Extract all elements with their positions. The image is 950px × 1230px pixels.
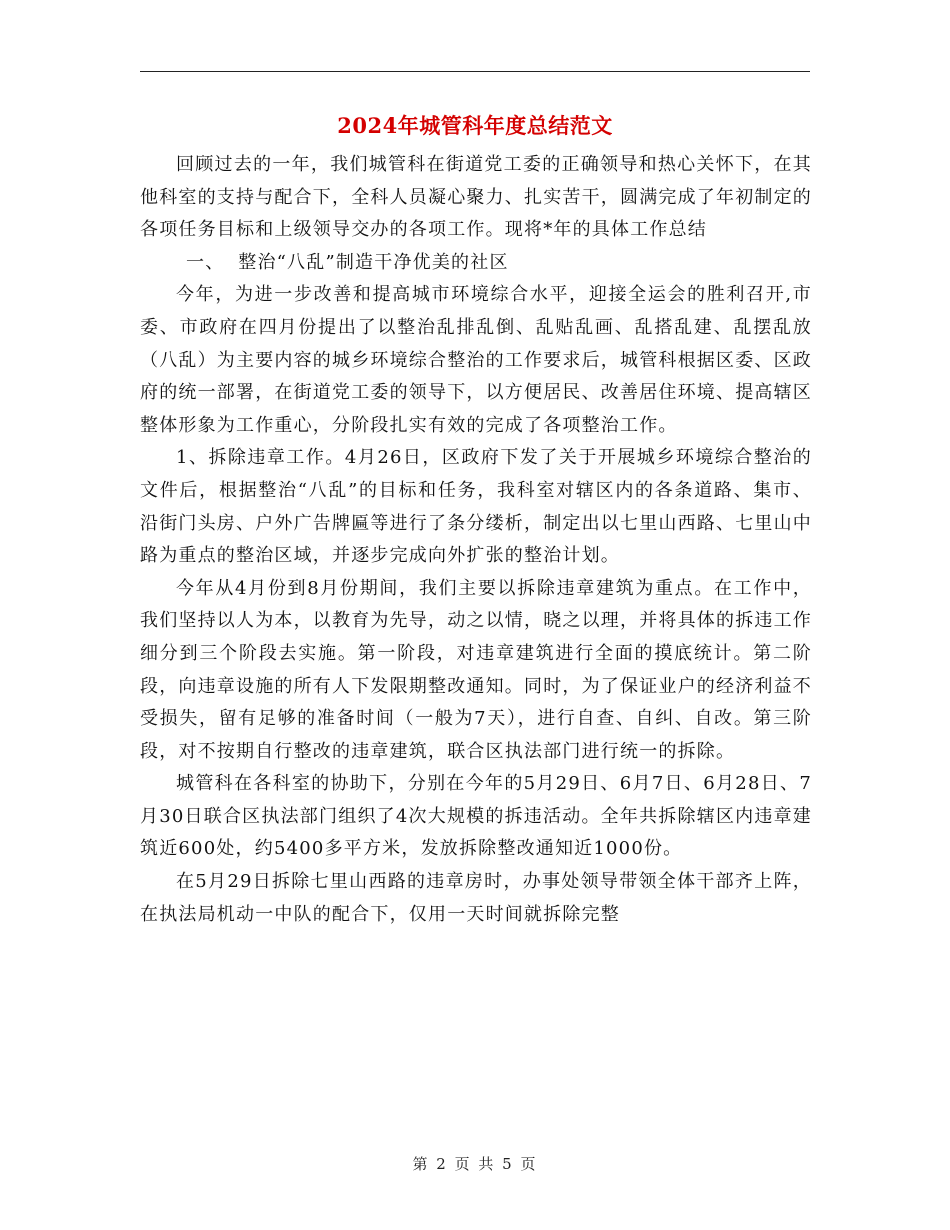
paragraph-background: 今年，为进一步改善和提高城市环境综合水平，迎接全运会的胜利召开,市委、市政府在四月份提出了以整治乱排乱倒、乱贴乱画、乱搭乱建、乱摆乱放（八乱）为主要内容的城乡环境综合整治的工作要求后，城管科根据区委、区政府的统一部署，在街道党工委的领导下，以方便居民、改善居住环境、提高辖区整体形象为工作重心，分阶段扎实有效的完成了各项整治工作。 bbox=[140, 284, 812, 436]
document-body bbox=[140, 149, 812, 931]
document-title: 2024年城管科年度总结范文 bbox=[337, 113, 613, 138]
header-rule bbox=[140, 71, 810, 72]
paragraph-may-29: 在5月29日拆除七里山西路的违章房时，办事处领导带领全体干部齐上阵，在执法局机动一中队的配合下，仅用一天时间就拆除完整 bbox=[140, 871, 812, 925]
section-heading-1: 一、 整治“八乱”制造干净优美的社区 bbox=[186, 251, 509, 273]
paragraph-intro: 回顾过去的一年，我们城管科在街道党工委的正确领导和热心关怀下，在其他科室的支持与配合下，全科人员凝心聚力、扎实苦干，圆满完成了年初制定的各项任务目标和上级领导交办的各项工作。现将*年的具体工作总结 bbox=[140, 154, 812, 241]
paragraph-demolition-work: 1、拆除违章工作。4月26日，区政府下发了关于开展城乡环境综合整治的文件后，根据整治“八乱”的目标和任务，我科室对辖区内的各条道路、集市、沿街门头房、户外广告牌匾等进行了条分缕析，制定出以七里山西路、七里山中路为重点的整治区域，并逐步完成向外扩张的整治计划。 bbox=[140, 447, 812, 567]
paragraph-three-stages: 今年从4月份到8月份期间，我们主要以拆除违章建筑为重点。在工作中，我们坚持以人为本，以教育为先导，动之以情，晓之以理，并将具体的拆违工作细分到三个阶段去实施。第一阶段，对违章建筑进行全面的摸底统计。第二阶段，向违章设施的所有人下发限期整改通知。同时，为了保证业户的经济利益不受损失，留有足够的准备时间（一般为7天），进行自查、自纠、自改。第三阶段，对不按期自行整改的违章建筑，联合区执法部门进行统一的拆除。 bbox=[140, 577, 812, 762]
page-number-footer: 第 2 页 共 5 页 bbox=[412, 1155, 538, 1173]
paragraph-statistics: 城管科在各科室的协助下，分别在今年的5月29日、6月7日、6月28日、7月30日联合区执法部门组织了4次大规模的拆违活动。全年共拆除辖区内违章建筑近600处，约5400多平方米，发放拆除整改通知近1000份。 bbox=[140, 773, 812, 860]
